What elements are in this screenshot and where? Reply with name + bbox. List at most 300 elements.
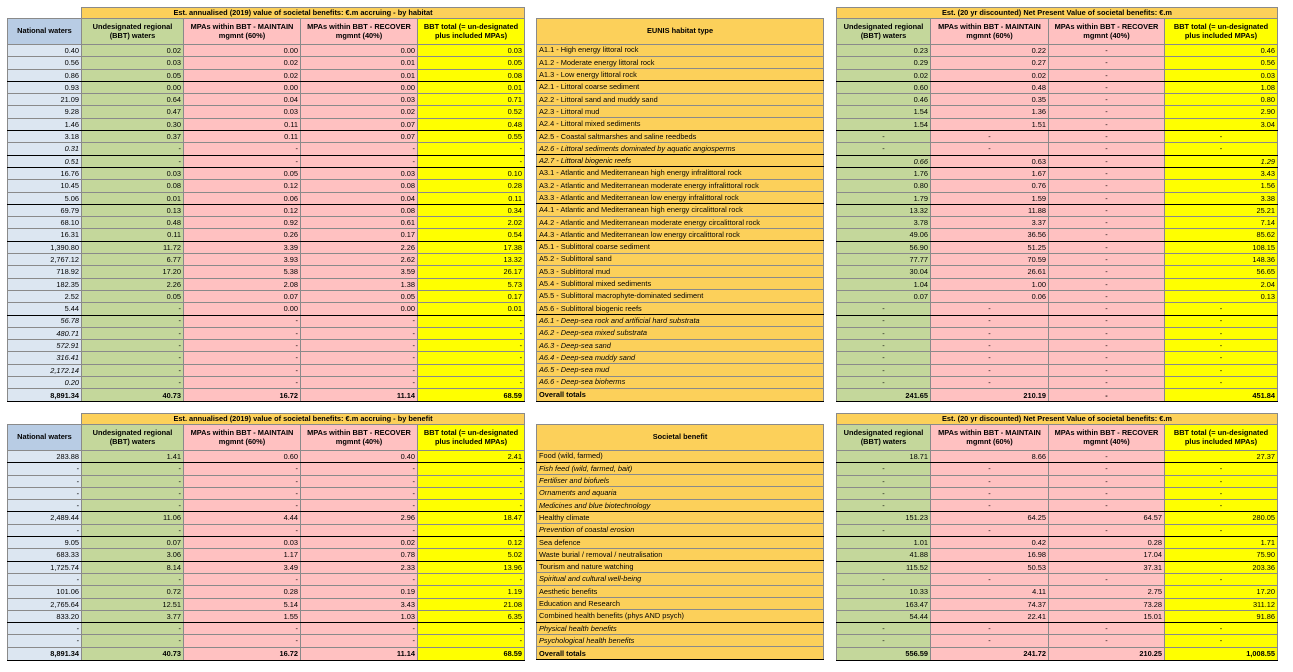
table-row xyxy=(537,610,824,622)
npv-bbt-total-value: - xyxy=(1165,315,1278,327)
bbt-total-value: 0.01 xyxy=(418,81,525,93)
maintain-value: - xyxy=(184,377,301,389)
recover-value: 0.01 xyxy=(301,57,418,69)
npv-recover-value: - xyxy=(1049,204,1165,216)
maintain-value: 0.11 xyxy=(184,131,301,143)
recover-value: - xyxy=(301,155,418,167)
bbt-total-value: 5.02 xyxy=(418,549,525,561)
row-label: Physical health benefits xyxy=(537,622,824,634)
table-row xyxy=(837,303,1278,315)
npv-bbt-total-value: 1.56 xyxy=(1165,180,1278,192)
national-waters-value: 833.20 xyxy=(8,610,82,622)
table-row xyxy=(537,118,824,130)
national-waters-value: 1,725.74 xyxy=(8,561,82,573)
table-row xyxy=(8,586,525,598)
bbt-total-value: 6.35 xyxy=(418,610,525,622)
societal-benefit-header: Societal benefit xyxy=(537,424,824,450)
npv-maintain-value: 26.61 xyxy=(931,266,1049,278)
recover-value: - xyxy=(301,352,418,364)
maintain-value: - xyxy=(184,340,301,352)
maintain-value: 5.14 xyxy=(184,598,301,610)
npv-bbt-total-value: 0.46 xyxy=(1165,45,1278,57)
undesignated-value: 0.47 xyxy=(82,106,184,118)
npv-maintain-value: - xyxy=(931,487,1049,499)
table-row xyxy=(537,475,824,487)
undesignated-value: 0.08 xyxy=(82,180,184,192)
npv-undesignated-value: 56.90 xyxy=(837,241,931,253)
npv-undesignated-value: 41.88 xyxy=(837,549,931,561)
npv-undesignated-value: 10.33 xyxy=(837,586,931,598)
undesignated-value: 8.14 xyxy=(82,561,184,573)
national-waters-value: - xyxy=(8,635,82,647)
npv-undesignated-value: 0.02 xyxy=(837,69,931,81)
national-waters-value: 16.76 xyxy=(8,167,82,179)
row-label: Aesthetic benefits xyxy=(537,585,824,597)
bbt-total-value: - xyxy=(418,623,525,635)
row-label: Spiritual and cultural well-being xyxy=(537,573,824,585)
npv-recover-value: - xyxy=(1049,69,1165,81)
table-row xyxy=(837,229,1278,241)
col-recover: MPAs within BBT - RECOVER mgmnt (40%) xyxy=(301,425,418,451)
row-label: A6.5 - Deep-sea mud xyxy=(537,364,824,376)
table-row xyxy=(537,155,824,167)
npv-maintain-value: 64.25 xyxy=(931,512,1049,524)
table-row xyxy=(537,228,824,240)
bbt-total-value: 68.59 xyxy=(418,389,525,402)
npv-maintain-value: 3.37 xyxy=(931,217,1049,229)
table-row xyxy=(837,487,1278,499)
maintain-value: - xyxy=(184,500,301,512)
national-waters-value: 316.41 xyxy=(8,352,82,364)
table-row xyxy=(837,573,1278,585)
table-row xyxy=(8,155,525,167)
npv-recover-value: - xyxy=(1049,167,1165,179)
maintain-value: 0.11 xyxy=(184,118,301,130)
totals-row xyxy=(8,647,525,660)
npv-recover-value: 210.25 xyxy=(1049,647,1165,660)
recover-value: 0.04 xyxy=(301,192,418,204)
undesignated-value: - xyxy=(82,315,184,327)
table-row xyxy=(8,487,525,499)
npv-recover-value: - xyxy=(1049,278,1165,290)
recover-value: 0.00 xyxy=(301,81,418,93)
npv-maintain-value: 1.59 xyxy=(931,192,1049,204)
table-row xyxy=(537,290,824,302)
row-label: Education and Research xyxy=(537,598,824,610)
npv-maintain-value: 0.27 xyxy=(931,57,1049,69)
table-row xyxy=(537,536,824,548)
bbt-total-value: 2.41 xyxy=(418,451,525,463)
npv-undesignated-value: 1.54 xyxy=(837,118,931,130)
undesignated-value: 0.01 xyxy=(82,192,184,204)
col-undesignated: Undesignated regional (BBT) waters xyxy=(82,19,184,45)
npv-undesignated-value: 163.47 xyxy=(837,598,931,610)
npv-recover-value: 37.31 xyxy=(1049,561,1165,573)
npv-recover-value: - xyxy=(1049,364,1165,376)
npv-undesignated-value: - xyxy=(837,364,931,376)
benefit-annual-table xyxy=(7,413,525,661)
npv-bbt-total-value: 2.90 xyxy=(1165,106,1278,118)
row-label: A6.6 - Deep-sea bioherms xyxy=(537,376,824,388)
row-label: Tourism and nature watching xyxy=(537,561,824,573)
bbt-total-value: 0.48 xyxy=(418,118,525,130)
table-row xyxy=(537,561,824,573)
npv-undesignated-value: - xyxy=(837,303,931,315)
table-row xyxy=(537,622,824,634)
table-row xyxy=(8,94,525,106)
undesignated-value: 0.07 xyxy=(82,537,184,549)
row-label: A2.3 - Littoral mud xyxy=(537,105,824,117)
undesignated-value: - xyxy=(82,377,184,389)
table-row xyxy=(837,352,1278,364)
undesignated-value: 0.30 xyxy=(82,118,184,130)
recover-value: 0.08 xyxy=(301,204,418,216)
societal-benefit-table xyxy=(536,413,824,660)
national-waters-value: - xyxy=(8,524,82,536)
undesignated-value: - xyxy=(82,475,184,487)
table-row xyxy=(837,155,1278,167)
npv-undesignated-value: 13.32 xyxy=(837,204,931,216)
recover-value: - xyxy=(301,340,418,352)
bbt-total-value: - xyxy=(418,500,525,512)
table-row xyxy=(837,377,1278,389)
eunis-habitat-header: EUNIS habitat type xyxy=(537,18,824,44)
recover-value: 0.05 xyxy=(301,290,418,302)
npv-undesignated-value: 1.54 xyxy=(837,106,931,118)
table-row xyxy=(8,241,525,253)
bbt-total-value: 68.59 xyxy=(418,647,525,660)
npv-recover-value: - xyxy=(1049,45,1165,57)
table-row xyxy=(537,634,824,646)
npv-maintain-value: - xyxy=(931,475,1049,487)
npv-bbt-total-value: 3.04 xyxy=(1165,118,1278,130)
maintain-value: 0.07 xyxy=(184,290,301,302)
bbt-total-value: - xyxy=(418,364,525,376)
npv-recover-value: - xyxy=(1049,241,1165,253)
maintain-value: - xyxy=(184,143,301,155)
maintain-value: 0.04 xyxy=(184,94,301,106)
npv-recover-value: - xyxy=(1049,389,1165,402)
recover-value: 2.96 xyxy=(301,512,418,524)
habitat-npv-title: Est. (20 yr discounted) Net Present Value of societal benefits: €.m xyxy=(837,8,1278,19)
maintain-value: - xyxy=(184,315,301,327)
national-waters-value: 683.33 xyxy=(8,549,82,561)
npv-undesignated-value: 0.46 xyxy=(837,94,931,106)
bbt-total-value: - xyxy=(418,487,525,499)
npv-bbt-total-value: - xyxy=(1165,524,1278,536)
table-row xyxy=(8,45,525,57)
bbt-total-value: 26.17 xyxy=(418,266,525,278)
undesignated-value: 3.06 xyxy=(82,549,184,561)
recover-value: 2.62 xyxy=(301,254,418,266)
table-row xyxy=(537,253,824,265)
npv-recover-value: - xyxy=(1049,463,1165,475)
national-waters-value: 0.20 xyxy=(8,377,82,389)
npv-maintain-value: 74.37 xyxy=(931,598,1049,610)
npv-maintain-value: - xyxy=(931,352,1049,364)
npv-maintain-value: 22.41 xyxy=(931,610,1049,622)
national-waters-value: 8,891.34 xyxy=(8,389,82,402)
npv-undesignated-value: 0.60 xyxy=(837,81,931,93)
npv-recover-value: - xyxy=(1049,131,1165,143)
col-undesignated: Undesignated regional (BBT) waters xyxy=(837,19,931,45)
undesignated-value: 0.72 xyxy=(82,586,184,598)
npv-maintain-value: 16.98 xyxy=(931,549,1049,561)
table-row xyxy=(8,106,525,118)
row-label: A2.2 - Littoral sand and muddy sand xyxy=(537,93,824,105)
table-row xyxy=(537,179,824,191)
totals-row xyxy=(537,388,824,401)
maintain-value: - xyxy=(184,623,301,635)
npv-bbt-total-value: - xyxy=(1165,463,1278,475)
table-row xyxy=(537,93,824,105)
npv-bbt-total-value: 75.90 xyxy=(1165,549,1278,561)
table-row xyxy=(537,351,824,363)
maintain-value: - xyxy=(184,364,301,376)
national-waters-value: 0.31 xyxy=(8,143,82,155)
npv-maintain-value: 51.25 xyxy=(931,241,1049,253)
table-row xyxy=(837,45,1278,57)
npv-bbt-total-value: 451.84 xyxy=(1165,389,1278,402)
table-row xyxy=(837,69,1278,81)
recover-value: - xyxy=(301,143,418,155)
npv-undesignated-value: - xyxy=(837,377,931,389)
col-recover: MPAs within BBT - RECOVER mgmnt (40%) xyxy=(1049,425,1165,451)
table-row xyxy=(537,524,824,536)
bbt-total-value: 0.08 xyxy=(418,69,525,81)
npv-recover-value: - xyxy=(1049,106,1165,118)
recover-value: 0.01 xyxy=(301,69,418,81)
table-row xyxy=(837,451,1278,463)
maintain-value: 0.03 xyxy=(184,537,301,549)
national-waters-value: 101.06 xyxy=(8,586,82,598)
maintain-value: - xyxy=(184,327,301,339)
row-label: A5.5 - Sublittoral macrophyte-dominated sediment xyxy=(537,290,824,302)
recover-value: 0.02 xyxy=(301,106,418,118)
table-row xyxy=(8,610,525,622)
npv-bbt-total-value: 85.62 xyxy=(1165,229,1278,241)
national-waters-value: 56.78 xyxy=(8,315,82,327)
row-label: Combined health benefits (phys AND psych) xyxy=(537,610,824,622)
undesignated-value: - xyxy=(82,303,184,315)
npv-bbt-total-value: 2.04 xyxy=(1165,278,1278,290)
undesignated-value: 0.37 xyxy=(82,131,184,143)
npv-bbt-total-value: 1.08 xyxy=(1165,81,1278,93)
national-waters-value: 480.71 xyxy=(8,327,82,339)
overall-totals-label: Overall totals xyxy=(537,388,824,401)
npv-bbt-total-value: 1.71 xyxy=(1165,537,1278,549)
maintain-value: 2.08 xyxy=(184,278,301,290)
npv-recover-value: - xyxy=(1049,475,1165,487)
col-national-waters: National waters xyxy=(8,425,82,451)
table-row xyxy=(537,278,824,290)
row-label: A3.1 - Atlantic and Mediterranean high energy infralittoral rock xyxy=(537,167,824,179)
table-row xyxy=(837,118,1278,130)
recover-value: 0.78 xyxy=(301,549,418,561)
table-row xyxy=(8,290,525,302)
npv-bbt-total-value: - xyxy=(1165,573,1278,585)
npv-undesignated-value: - xyxy=(837,352,931,364)
npv-maintain-value: 4.11 xyxy=(931,586,1049,598)
npv-bbt-total-value: 3.38 xyxy=(1165,192,1278,204)
bbt-total-value: 18.47 xyxy=(418,512,525,524)
table-row xyxy=(537,548,824,560)
npv-bbt-total-value: 17.20 xyxy=(1165,586,1278,598)
npv-undesignated-value: 1.01 xyxy=(837,537,931,549)
undesignated-value: - xyxy=(82,155,184,167)
npv-maintain-value: - xyxy=(931,340,1049,352)
npv-bbt-total-value: 1,008.55 xyxy=(1165,647,1278,660)
npv-undesignated-value: 1.76 xyxy=(837,167,931,179)
npv-bbt-total-value: - xyxy=(1165,143,1278,155)
npv-bbt-total-value: - xyxy=(1165,364,1278,376)
npv-maintain-value: 11.88 xyxy=(931,204,1049,216)
recover-value: 0.08 xyxy=(301,180,418,192)
table-row xyxy=(837,586,1278,598)
table-row xyxy=(837,340,1278,352)
table-row xyxy=(8,537,525,549)
table-row xyxy=(537,69,824,81)
col-national-waters: National waters xyxy=(8,19,82,45)
table-row xyxy=(8,598,525,610)
npv-bbt-total-value: - xyxy=(1165,377,1278,389)
bbt-total-value: 0.52 xyxy=(418,106,525,118)
table-row xyxy=(8,500,525,512)
maintain-value: 0.03 xyxy=(184,106,301,118)
national-waters-value: 5.06 xyxy=(8,192,82,204)
table-row xyxy=(8,266,525,278)
table-row xyxy=(537,598,824,610)
undesignated-value: 40.73 xyxy=(82,647,184,660)
npv-bbt-total-value: 3.43 xyxy=(1165,167,1278,179)
npv-maintain-value: 0.22 xyxy=(931,45,1049,57)
npv-recover-value: - xyxy=(1049,57,1165,69)
undesignated-value: 17.20 xyxy=(82,266,184,278)
bbt-total-value: 0.54 xyxy=(418,229,525,241)
recover-value: - xyxy=(301,623,418,635)
recover-value: 1.03 xyxy=(301,610,418,622)
row-label: A5.6 - Sublittoral biogenic reefs xyxy=(537,302,824,314)
table-row xyxy=(837,241,1278,253)
npv-maintain-value: - xyxy=(931,524,1049,536)
table-row xyxy=(8,131,525,143)
table-row xyxy=(837,549,1278,561)
table-row xyxy=(537,192,824,204)
undesignated-value: - xyxy=(82,500,184,512)
undesignated-value: - xyxy=(82,487,184,499)
npv-maintain-value: 1.36 xyxy=(931,106,1049,118)
bbt-total-value: - xyxy=(418,352,525,364)
totals-row xyxy=(837,647,1278,660)
table-row xyxy=(837,81,1278,93)
undesignated-value: - xyxy=(82,143,184,155)
national-waters-value: - xyxy=(8,500,82,512)
recover-value: 0.07 xyxy=(301,131,418,143)
npv-undesignated-value: 1.04 xyxy=(837,278,931,290)
npv-undesignated-value: - xyxy=(837,340,931,352)
npv-recover-value: - xyxy=(1049,573,1165,585)
table-row xyxy=(837,500,1278,512)
undesignated-value: 0.48 xyxy=(82,217,184,229)
national-waters-value: - xyxy=(8,573,82,585)
table-row xyxy=(837,524,1278,536)
maintain-value: 1.17 xyxy=(184,549,301,561)
row-label: Ornaments and aquaria xyxy=(537,487,824,499)
table-row xyxy=(8,217,525,229)
benefit-npv-table xyxy=(836,413,1278,661)
table-row xyxy=(8,623,525,635)
table-row xyxy=(8,303,525,315)
table-row xyxy=(837,635,1278,647)
npv-bbt-total-value: - xyxy=(1165,131,1278,143)
row-label: A2.7 - Littoral biogenic reefs xyxy=(537,155,824,167)
table-row xyxy=(8,143,525,155)
bbt-total-value: 0.34 xyxy=(418,204,525,216)
bbt-total-value: - xyxy=(418,635,525,647)
npv-maintain-value: - xyxy=(931,500,1049,512)
undesignated-value: 11.06 xyxy=(82,512,184,524)
npv-bbt-total-value: 91.86 xyxy=(1165,610,1278,622)
recover-value: 2.33 xyxy=(301,561,418,573)
npv-maintain-value: 70.59 xyxy=(931,254,1049,266)
national-waters-value: 1.46 xyxy=(8,118,82,130)
recover-value: - xyxy=(301,524,418,536)
national-waters-value: 0.93 xyxy=(8,81,82,93)
table-row xyxy=(837,217,1278,229)
national-waters-value: 2.52 xyxy=(8,290,82,302)
table-row xyxy=(837,561,1278,573)
table-row xyxy=(8,254,525,266)
row-label: A2.5 - Coastal saltmarshes and saline reedbeds xyxy=(537,130,824,142)
recover-value: 0.17 xyxy=(301,229,418,241)
maintain-value: 16.72 xyxy=(184,647,301,660)
undesignated-value: 0.05 xyxy=(82,290,184,302)
npv-recover-value: - xyxy=(1049,118,1165,130)
npv-maintain-value: 0.48 xyxy=(931,81,1049,93)
national-waters-value: 572.91 xyxy=(8,340,82,352)
row-label: A1.3 - Low energy littoral rock xyxy=(537,69,824,81)
npv-undesignated-value: 0.23 xyxy=(837,45,931,57)
bbt-total-value: 5.73 xyxy=(418,278,525,290)
npv-maintain-value: 0.76 xyxy=(931,180,1049,192)
table-row xyxy=(537,81,824,93)
undesignated-value: - xyxy=(82,463,184,475)
bbt-total-value: 21.08 xyxy=(418,598,525,610)
bbt-total-value: - xyxy=(418,155,525,167)
maintain-value: 0.06 xyxy=(184,192,301,204)
npv-bbt-total-value: - xyxy=(1165,340,1278,352)
recover-value: 0.00 xyxy=(301,45,418,57)
maintain-value: - xyxy=(184,635,301,647)
row-label: A6.1 - Deep-sea rock and artificial hard substrata xyxy=(537,315,824,327)
benefit-annual-title: Est. annualised (2019) value of societal benefits: €.m accruing - by benefit xyxy=(82,414,525,425)
npv-maintain-value: 36.56 xyxy=(931,229,1049,241)
recover-value: 2.26 xyxy=(301,241,418,253)
row-label: A5.2 - Sublittoral sand xyxy=(537,253,824,265)
totals-row xyxy=(537,647,824,660)
maintain-value: 4.44 xyxy=(184,512,301,524)
habitat-annual-table xyxy=(7,7,525,402)
bbt-total-value: 13.96 xyxy=(418,561,525,573)
undesignated-value: 0.05 xyxy=(82,69,184,81)
row-label: A4.3 - Atlantic and Mediterranean low energy circalittoral rock xyxy=(537,228,824,240)
national-waters-value: 21.09 xyxy=(8,94,82,106)
national-waters-value: 3.18 xyxy=(8,131,82,143)
maintain-value: 3.49 xyxy=(184,561,301,573)
bbt-total-value: 0.55 xyxy=(418,131,525,143)
national-waters-value: 9.28 xyxy=(8,106,82,118)
npv-maintain-value: - xyxy=(931,327,1049,339)
